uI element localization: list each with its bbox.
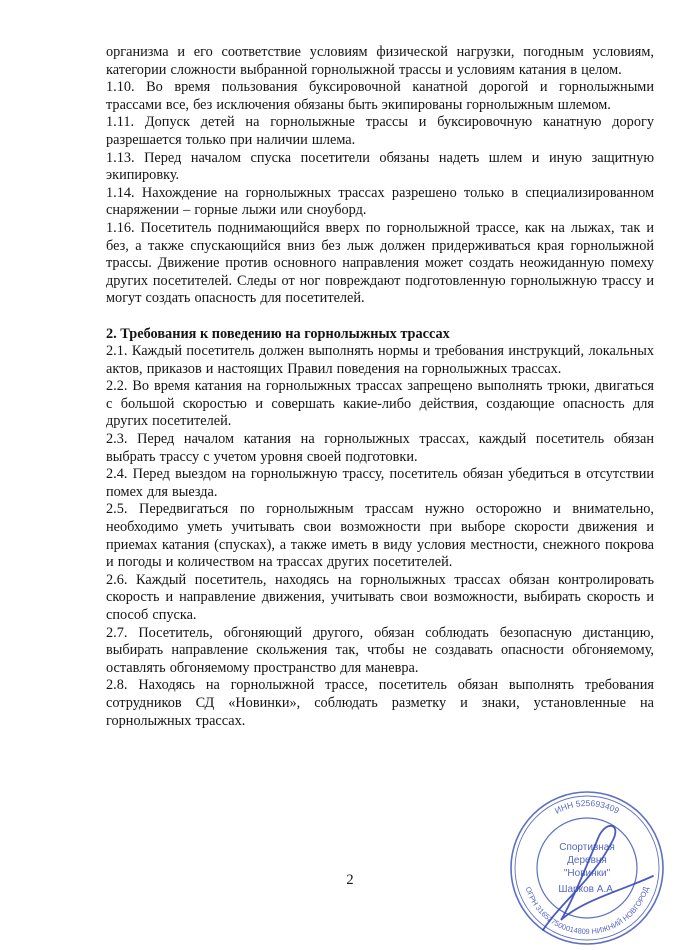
rule-1-11: 1.11. Допуск детей на горнолыжные трассы и буксировочную канатную дорогу разрешается только при наличии шлема. [106,114,654,148]
rule-2-8: 2.8. Находясь на горнолыжной трассе, посетитель обязан выполнять требования сотрудников СД «Новинки», соблюдать разметку и знаки, установленные на горнолыжных трассах. [106,677,654,729]
rule-2-5: 2.5. Передвигаться по горнолыжным трассам нужно осторожно и внимательно, необходимо уметь учитывать свои возможности при выборе скорости движения и приемах катания (спусках), а также иметь в виду условия местности, снежного покрова и погоды и количеством на трассах других посетителей. [106,501,654,571]
section-2-heading: 2. Требования к поведению на горнолыжных трассах [106,325,450,342]
stamp-ring-bottom-text: ОГРН 316527500014809 НИЖНИЙ НОВГОРОД [523,885,651,937]
rule-2-1: 2.1. Каждый посетитель должен выполнять нормы и требования инструкций, локальных актов, приказов и настоящих Правил поведения на горнолыжных трассах. [106,343,654,377]
document-body [106,44,654,730]
section-gap [106,308,654,326]
rule-1-16: 1.16. Посетитель поднимающийся вверх по горнолыжной трассе, как на лыжах, так и без, а также спускающийся вниз без лыж должен придерживаться края горнолыжной трассы. Движение против основного направления может создать неожиданную помеху других посетителей. Следы от ног повреждают подготовленную горнолыжную трассу и могут создать опасность для посетителей. [106,219,654,307]
intro-paragraph: организма и его соответствие условиям физической нагрузки, погодным условиям, категории сложности выбранной горнолыжной трассы и условиям катания в целом. [106,44,654,78]
stamp-line-2: Деревня [567,855,607,866]
page-number: 2 [346,872,354,888]
rule-1-10: 1.10. Во время пользования буксировочной канатной дорогой и горнолыжными трассами все, без исключения обязаны быть экипированы горнолыжным шлемом. [106,79,654,113]
rule-2-3: 2.3. Перед началом катания на горнолыжных трассах, каждый посетитель обязан выбрать трассу с учетом уровня своей подготовки. [106,431,654,465]
rule-1-14: 1.14. Нахождение на горнолыжных трассах разрешено только в специализированном снаряжении – горные лыжи или сноуборд. [106,184,654,219]
stamp-line-1: Спортивная [559,842,615,853]
rule-1-13: 1.13. Перед началом спуска посетители обязаны надеть шлем и иную защитную экипировку. [106,149,654,184]
official-stamp [503,780,673,950]
stamp-line-4: Шарков А.А. [558,884,616,895]
rule-2-4: 2.4. Перед выездом на горнолыжную трассу, посетитель обязан убедиться в отсутствии помех для выезда. [106,466,654,500]
rule-2-2: 2.2. Во время катания на горнолыжных трассах запрещено выполнять трюки, двигаться с большой скоростью и совершать какие-либо действия, создающие опасность для других посетителей. [106,378,654,430]
stamp-line-3: "Новинки" [563,868,611,879]
rule-2-6: 2.6. Каждый посетитель, находясь на горнолыжных трассах обязан контролировать скорость и направление движения, учитывать свои возможности, выбирать скорость и способ спуска. [106,571,654,623]
stamp-ring-top-text: ИНН 525693409 [553,797,621,816]
rule-2-7: 2.7. Посетитель, обгоняющий другого, обязан соблюдать безопасную дистанцию, выбирать направление скольжения так, чтобы не создавать опасности обгоняемому, оставлять обгоняемому пространство для маневра. [106,624,654,676]
